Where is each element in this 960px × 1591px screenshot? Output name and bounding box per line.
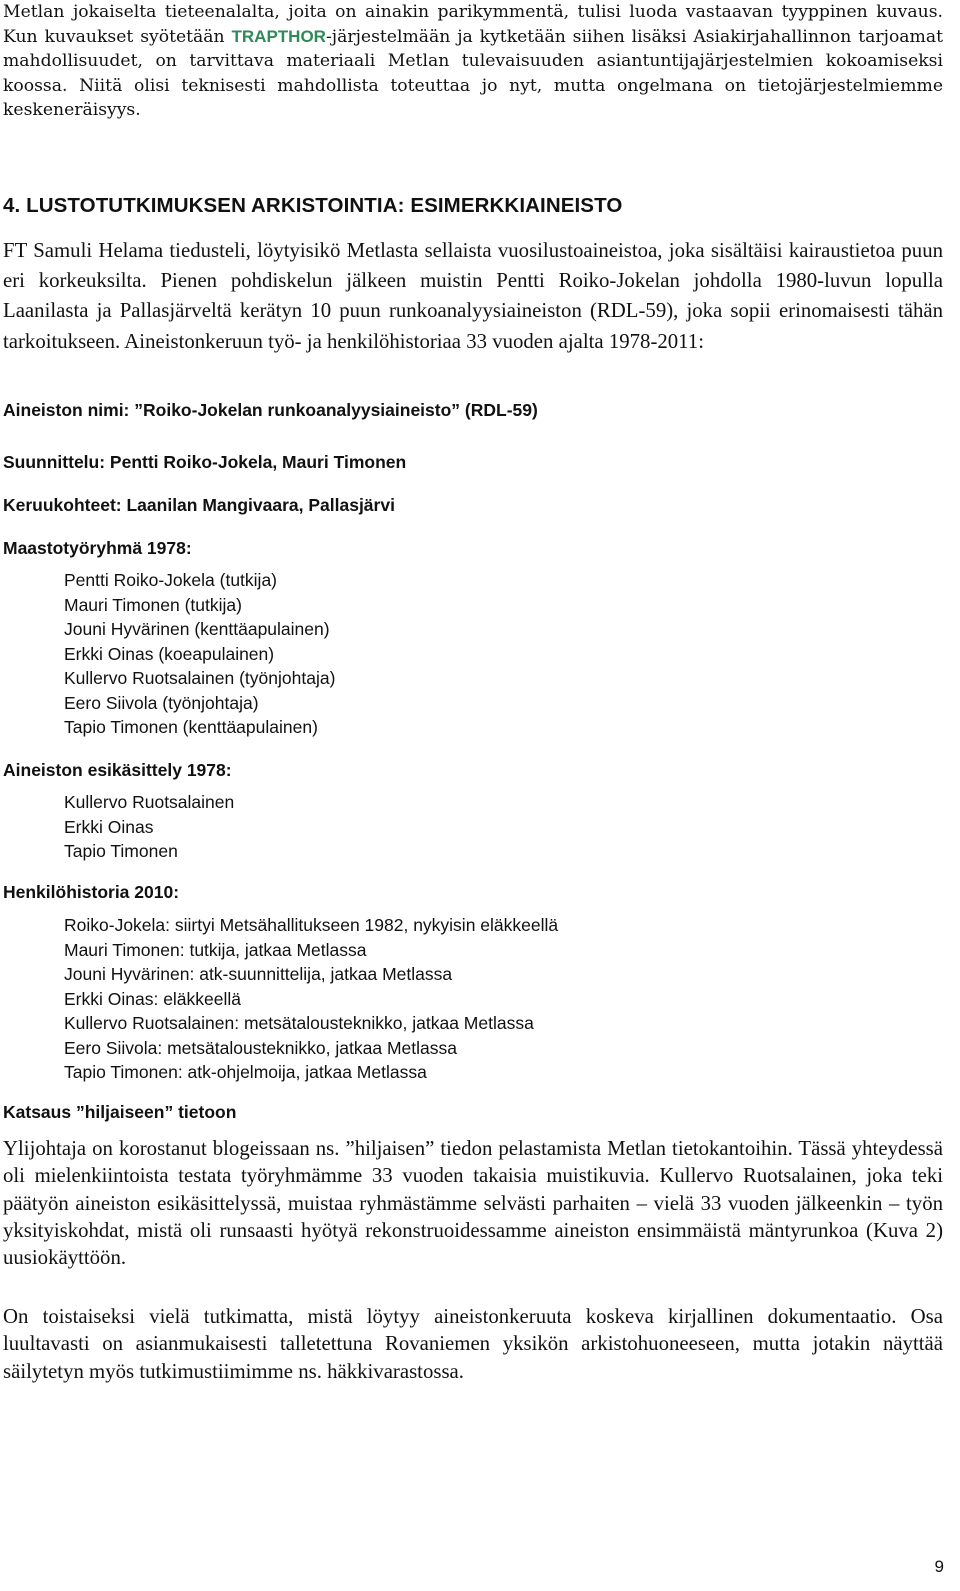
list-item: Mauri Timonen (tutkija) (64, 594, 242, 615)
list-item: Jouni Hyvärinen: atk-suunnittelija, jatkaa Metlassa (64, 964, 453, 984)
list-item: Kullervo Ruotsalainen (työnjohtaja) (64, 668, 336, 688)
field-esikasittely-label: Aineiston esikäsittely 1978: (3, 760, 232, 780)
intro-text-part1: Metlan jokaiselta tieteenalalta, joita on ainakin parikymmentä, tulisi luoda vastaavan tyyppinen kuvaus. Kun kuvaukset syötetään (3, 2, 943, 47)
field-henkilohistoria-label: Henkilöhistoria 2010: (3, 882, 180, 902)
list-item: Eero Siivola (työnjohtaja) (64, 692, 259, 713)
list-item: Mauri Timonen: tutkija, jatkaa Metlassa (64, 939, 367, 960)
list-item: Tapio Timonen (kenttäapulainen) (64, 717, 318, 737)
maastotyoryhma-list (64, 568, 335, 740)
field-suunnittelu: Suunnittelu: Pentti Roiko-Jokela, Mauri Timonen (3, 452, 407, 472)
list-item: Erkki Oinas (koeapulainen) (64, 643, 275, 664)
list-item: Roiko-Jokela: siirtyi Metsähallitukseen 1982, nykyisin eläkkeellä (64, 915, 559, 935)
list-item: Eero Siivola: metsätalousteknikko, jatkaa Metlassa (64, 1037, 457, 1058)
field-katsaus-label: Katsaus ”hiljaiseen” tietoon (3, 1102, 237, 1122)
section-heading: 4. LUSTOTUTKIMUKSEN ARKISTOINTIA: ESIMERKKIAINEISTO (3, 194, 623, 217)
henkilohistoria-list (64, 913, 558, 1085)
list-item: Pentti Roiko-Jokela (tutkija) (64, 570, 277, 590)
katsaus-paragraph-1: Ylijohtaja on korostanut blogeissaan ns. ”hiljaisen” tiedon pelastamista Metlan tietokantoihin. Tässä yhteydessä oli mielenkiintoista testata työryhmämme 33 vuoden takaisia muistikuvia. Kullervo Ruotsalainen, joka teki päätyön aineiston esikäsittelyssä, muistaa ryhmästämme selvästi parhaiten – vielä 33 vuoden jälkeenkin – työn yksityiskohdat, mistä oli runsaasti hyötyä rekonstruoidessamme aineiston ensimmäistä mäntyrunkoa (Kuva 2) uusiokäyttöön. (3, 1137, 943, 1270)
list-item: Erkki Oinas (64, 816, 154, 837)
section-paragraph: FT Samuli Helama tiedusteli, löytyisikö Metlasta sellaista vuosilustoaineistoa, joka sisältäisi kairaustietoa puun eri korkeuksilta. Pienen pohdiskelun jälkeen muistin Pentti Roiko-Jokelan johdolla 1980-luvun lopulla Laanilasta ja Pallasjärveltä kerätyn 10 puun runkoanalyysiaineiston (RDL-59), joka sopii erinomaisesti tähän tarkoitukseen. Aineistonkeruun työ- ja henkilöhistoriaa 33 vuoden ajalta 1978-2011: (3, 239, 943, 353)
field-aineiston-nimi: Aineiston nimi: ”Roiko-Jokelan runkoanalyysiaineisto” (RDL-59) (3, 400, 538, 420)
list-item: Kullervo Ruotsalainen: metsätalousteknikko, jatkaa Metlassa (64, 1013, 534, 1033)
list-item: Erkki Oinas: eläkkeellä (64, 988, 242, 1009)
esikasittely-list (64, 790, 234, 864)
intro-paragraph (3, 0, 943, 123)
list-item: Tapio Timonen: atk-ohjelmoija, jatkaa Metlassa (64, 1062, 427, 1082)
list-item: Tapio Timonen (64, 841, 178, 861)
intro-text-part2: -järjestelmään ja kytketään siihen lisäksi Asiakirjahallinnon tarjoamat mahdollisuudet, on tarvittava materiaali Metlan tulevaisuuden asiantuntijajärjestelmien kokoamiseksi koossa. Niitä olisi teknisesti mahdollista toteuttaa jo nyt, mutta ongelmana on tietojärjestelmiemme keskeneräisyys. (3, 26, 944, 120)
list-item: Kullervo Ruotsalainen (64, 792, 235, 812)
field-keruukohteet: Keruukohteet: Laanilan Mangivaara, Pallasjärvi (3, 495, 395, 515)
field-maastotyoryhma-label: Maastotyöryhmä 1978: (3, 538, 192, 558)
katsaus-paragraph-2: On toistaiseksi vielä tutkimatta, mistä löytyy aineistonkeruuta koskeva kirjallinen dokumentaatio. Osa luultavasti on asianmukaisesti talletettuna Rovaniemen yksikön arkistohuoneeseen, mutta jotakin näyttää säilytetyn myös tutkimustiimimme ns. häkkivarastossa. (3, 1305, 943, 1383)
page-number: 9 (934, 1557, 944, 1576)
trapthor-term: TRAPTHOR (231, 26, 326, 46)
list-item: Jouni Hyvärinen (kenttäapulainen) (64, 619, 330, 639)
